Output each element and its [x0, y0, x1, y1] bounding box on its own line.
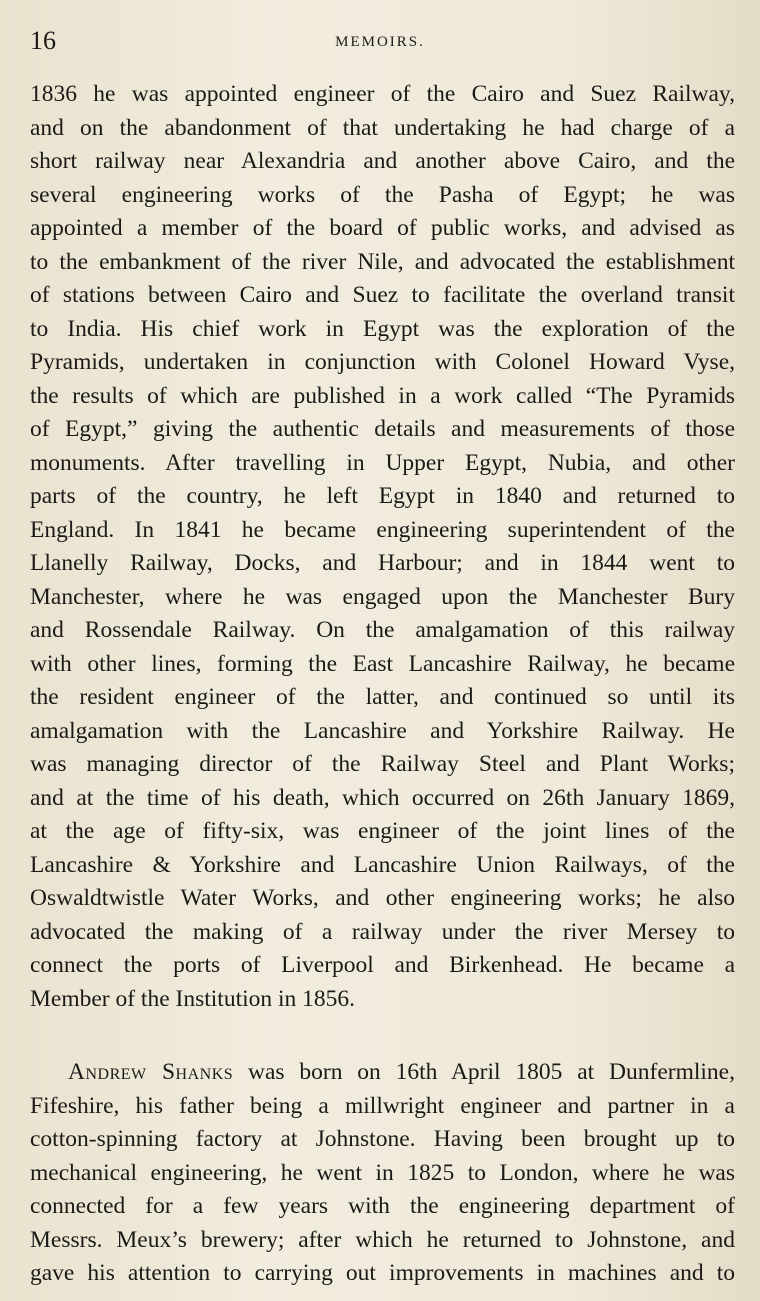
text-line: 1836 he was appointed engineer of the Cairo and Suez Railway, — [30, 81, 735, 107]
text-fragment: was born on 16th April 1805 at Dunfermline, — [233, 1059, 735, 1085]
text-line: of Egypt,” giving the authentic details and measurements of those — [30, 416, 735, 442]
text-line: was managing director of the Railway Steel and Plant Works; — [30, 751, 735, 777]
text-line: Member of the Institution in 1856. — [30, 985, 356, 1012]
text-line-first — [30, 1056, 735, 1090]
text-line: parts of the country, he left Egypt in 1840 and returned to — [30, 483, 735, 509]
text-line: advocated the making of a railway under the river Mersey to — [30, 918, 735, 945]
text-line: mechanical engineering, he went in 1825 to London, where he was — [30, 1159, 735, 1186]
text-line: Lancashire & Yorkshire and Lancashire Union Railways, of the — [30, 851, 735, 878]
text-line: and at the time of his death, which occurred on 26th January 1869, — [30, 784, 735, 811]
text-line: Llanelly Railway, Docks, and Harbour; and in 1844 went to — [30, 550, 735, 576]
text-line: to India. His chief work in Egypt was the exploration of the — [30, 315, 735, 342]
text-line: appointed a member of the board of public works, and advised as — [30, 215, 735, 241]
text-line: connect the ports of Liverpool and Birkenhead. He became a — [30, 952, 735, 978]
text-line: amalgamation with the Lancashire and Yorkshire Railway. He — [30, 717, 735, 744]
text-line: the results of which are published in a work called “The Pyramids — [30, 382, 735, 409]
text-line: Messrs. Meux’s brewery; after which he returned to Johnstone, and — [30, 1226, 735, 1253]
text-line: cotton-spinning factory at Johnstone. Having been brought up to — [30, 1126, 735, 1152]
paragraph-heywood — [30, 78, 735, 1016]
text-line: with other lines, forming the East Lancashire Railway, he became — [30, 650, 735, 677]
text-line: Oswaldtwistle Water Works, and other engineering works; he also — [30, 885, 735, 911]
text-line: monuments. After travelling in Upper Egypt, Nubia, and other — [30, 449, 735, 476]
text-line: and Rossendale Railway. On the amalgamation of this railway — [30, 617, 735, 643]
text-line: connected for a few years with the engineering department of — [30, 1193, 735, 1219]
text-line: Pyramids, undertaken in conjunction with Colonel Howard Vyse, — [30, 349, 735, 375]
text-line: and on the abandonment of that undertaking he had charge of a — [30, 114, 735, 141]
text-line: England. In 1841 he became engineering superintendent of the — [30, 516, 735, 543]
paragraph-shanks — [30, 1056, 735, 1291]
person-name: Andrew Shanks — [68, 1059, 234, 1085]
text-line: the resident engineer of the latter, and continued so until its — [30, 684, 735, 710]
text-line: at the age of fifty-six, was engineer of the joint lines of the — [30, 818, 735, 844]
text-line: Fifeshire, his father being a millwright engineer and partner in a — [30, 1092, 735, 1119]
text-line: of stations between Cairo and Suez to facilitate the overland transit — [30, 282, 735, 308]
page-header — [30, 26, 730, 56]
text-line: gave his attention to carrying out improvements in machines and to — [30, 1260, 735, 1286]
text-line: Manchester, where he was engaged upon the Manchester Bury — [30, 583, 735, 610]
text-line: several engineering works of the Pasha of Egypt; he was — [30, 181, 735, 208]
page-number: 16 — [30, 26, 56, 55]
text-line: to the embankment of the river Nile, and advocated the establishment — [30, 248, 735, 275]
text-line: short railway near Alexandria and another above Cairo, and the — [30, 148, 735, 174]
running-head: MEMOIRS. — [335, 34, 425, 50]
page-body — [30, 78, 735, 1291]
